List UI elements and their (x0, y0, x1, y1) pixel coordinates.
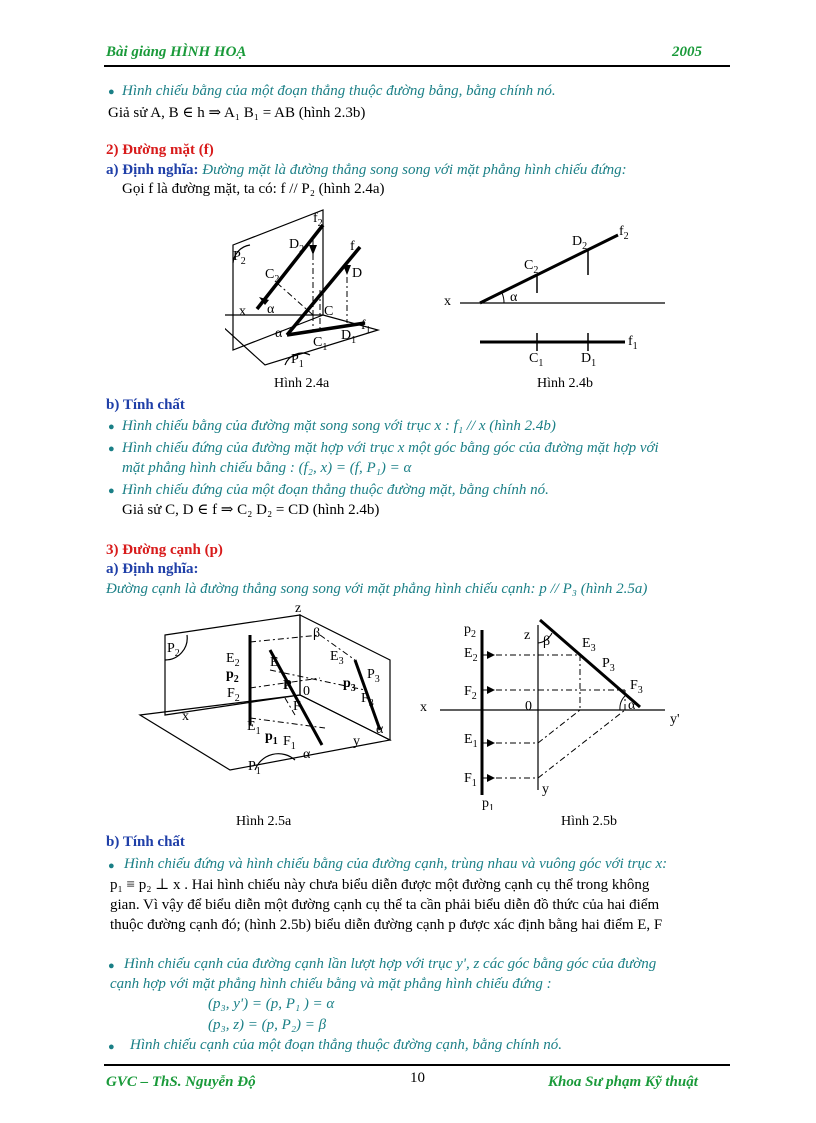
fig25b-zero: 0 (525, 699, 532, 714)
section2-def-label: a) Định nghĩa: (106, 162, 199, 178)
section3-bullet2b: cạnh hợp với mặt phẳng hình chiếu bằng và mặt phẳng hình chiếu đứng : (110, 976, 552, 992)
fig25a-beta: β (313, 626, 321, 641)
section3-bullet1b: p₁ ≡ p₂ ⊥ x . Hai hình chiếu này chưa biểu diễn được một đường cạnh cụ thể trong không (110, 877, 650, 893)
fig24a-alpha2: α (275, 326, 283, 341)
section3-def-text: Đường cạnh là đường thẳng song song với mặt phẳng hình chiếu cạnh: p // P₃ (hình 2.5a) (106, 581, 648, 597)
fig25a-E3: $E_3$ (330, 649, 344, 667)
fig24a-f1: $f_1$ (361, 318, 371, 336)
section3-formula2: (p₃, z) = (p, P₂) = β (208, 1017, 327, 1033)
bullet-dot: ● (108, 860, 115, 872)
figure-2-5a (135, 600, 405, 785)
fig25a-E: E (270, 655, 279, 670)
fig25b-E2: $E_2$ (464, 646, 478, 664)
fig25a-x: x (182, 709, 189, 724)
fig24a-P2: $P_2$ (233, 249, 246, 267)
fig24a-C: C (324, 304, 334, 319)
section2-title: 2) Đường mặt (f) (106, 142, 214, 158)
fig25a-F3: $F_3$ (361, 691, 374, 709)
bullet-dot: ● (108, 86, 115, 98)
section2-bullet3: Hình chiếu đứng của một đoạn thẳng thuộc đường mặt, bằng chính nó. (122, 482, 549, 498)
fig25a-P1: $P_1$ (248, 759, 261, 777)
figure-2-4b (440, 215, 670, 370)
fig25b-beta: β (543, 634, 551, 649)
fig25b-p2: $p_2$ (464, 622, 476, 640)
fig25b-F3: $F_3$ (630, 678, 643, 696)
section2-bullet2b: mặt phẳng hình chiếu bằng : (f₂, x) = (f, P₁) = α (122, 460, 412, 476)
section2-bullet2a: Hình chiếu đứng của đường mặt hợp với trục x một góc bằng góc của đường mặt hợp với (122, 440, 659, 456)
fig25b-p1: $p_1$ (482, 796, 494, 810)
fig25b-y: y (542, 782, 549, 797)
fig24a-C1: $C_1$ (313, 335, 328, 353)
footer-left: GVC – ThS. Nguyễn Độ (106, 1074, 256, 1090)
fig24a-f2: $f_2$ (313, 211, 323, 229)
prev-line: Giả sử A, B ∈ h ⇒ A₁ B₁ = AB (hình 2.3b) (108, 105, 366, 121)
section2-def-text: Đường mặt là đường thẳng song song với mặt phẳng hình chiếu đứng: (198, 162, 627, 178)
fig25a-caption: Hình 2.5a (236, 814, 292, 829)
section2-bullet1: Hình chiếu bằng của đường mặt song song với trục x : f₁ // x (hình 2.4b) (122, 418, 556, 434)
fig24b-caption: Hình 2.4b (537, 376, 593, 391)
fig24b-D2: $D_2$ (572, 234, 588, 252)
figure-2-4a (225, 205, 385, 375)
fig24b-C2: $C_2$ (524, 258, 539, 276)
section2-def (106, 161, 627, 179)
fig24a-x: x (239, 304, 246, 319)
fig24b-C1: $C_1$ (529, 351, 544, 369)
fig25b-F2: $F_2$ (464, 684, 477, 702)
fig25a-p3: $p_3$ (343, 676, 356, 694)
fig25a-p2: $p_2$ (226, 667, 239, 685)
fig25a-alpha2: α (303, 747, 311, 762)
fig24a-f: f (350, 239, 355, 254)
footer-rule (104, 1064, 730, 1066)
fig25a-zero: 0 (303, 684, 310, 699)
fig25b-E3: $E_3$ (582, 636, 596, 654)
fig25a-y: y (353, 734, 360, 749)
fig25b-P3: $P_3$ (602, 656, 615, 674)
section3-bullet1a: Hình chiếu đứng và hình chiếu bằng của đường cạnh, trùng nhau và vuông góc với trục x: (124, 856, 668, 872)
fig24a-D1: $D_1$ (341, 328, 357, 346)
section3-def-label: a) Định nghĩa: (106, 561, 199, 577)
fig24a-C2: $C_2$ (265, 267, 280, 285)
fig25a-F: F (293, 699, 301, 714)
header-rule (104, 65, 730, 67)
fig25b-z: z (524, 628, 531, 643)
footer-page-number: 10 (410, 1070, 425, 1086)
fig25a-P2: $P_2$ (167, 641, 180, 659)
fig25a-F1: $F_1$ (283, 734, 296, 752)
fig25a-E2: $E_2$ (226, 651, 240, 669)
section2-line3: Giả sử C, D ∈ f ⇒ C₂ D₂ = CD (hình 2.4b) (122, 502, 380, 518)
fig25b-yp: y' (670, 712, 680, 727)
header-left: Bài giảng HÌNH HOẠ (106, 44, 247, 60)
fig24b-alpha: α (510, 290, 518, 305)
section3-bullet1c: gian. Vì vậy để biểu diễn một đường cạnh cụ thể ta cần phải biểu diễn đồ thức của hai điểm (110, 897, 660, 913)
header-right: 2005 (672, 44, 702, 60)
fig25a-F2: $F_2$ (227, 686, 240, 704)
section3-title: 3) Đường cạnh (p) (106, 542, 223, 558)
bullet-dot: ● (108, 960, 115, 972)
footer-right: Khoa Sư phạm Kỹ thuật (548, 1074, 698, 1090)
fig25a-alpha1: α (376, 722, 384, 737)
bullet-dot: ● (108, 421, 115, 433)
section3-bullet1d: thuộc đường cạnh đó; (hình 2.5b) biểu diễn đường cạnh p được xác định bằng hai điểm E, F (110, 917, 663, 933)
fig24a-D: D (352, 266, 363, 281)
fig25a-p1: $p_1$ (265, 729, 278, 747)
prev-bullet-text: Hình chiếu bằng của một đoạn thẳng thuộc đường bằng, bằng chính nó. (122, 83, 556, 99)
fig24b-f1: $f_1$ (628, 334, 638, 352)
fig24a-D2: $D_2$ (289, 237, 305, 255)
bullet-dot: ● (108, 485, 115, 497)
fig24a-alpha1: α (267, 302, 275, 317)
section3-formula1: (p₃, y') = (p, P₁ ) = α (208, 996, 335, 1012)
section2-def-line: Gọi f là đường mặt, ta có: f // P₂ (hình 2.4a) (122, 181, 385, 197)
figure-2-5b (420, 615, 695, 810)
fig25a-z: z (295, 601, 302, 616)
fig25a-E1: $E_1$ (247, 719, 261, 737)
fig25a-P: P (283, 678, 292, 693)
fig25b-caption: Hình 2.5b (561, 814, 617, 829)
section2-prop-title: b) Tính chất (106, 397, 185, 413)
fig24a-caption: Hình 2.4a (274, 376, 330, 391)
fig24b-D1: $D_1$ (581, 351, 597, 369)
bullet-dot: ● (108, 1041, 115, 1053)
fig25b-alpha: α (628, 698, 636, 713)
section3-bullet3: Hình chiếu cạnh của một đoạn thẳng thuộc đường cạnh, bằng chính nó. (130, 1037, 562, 1053)
fig25b-F1: $F_1$ (464, 771, 477, 789)
fig25b-E1: $E_1$ (464, 732, 478, 750)
fig25b-x: x (420, 700, 427, 715)
fig24b-x: x (444, 294, 451, 309)
bullet-dot: ● (108, 443, 115, 455)
fig25a-P3: $P_3$ (367, 667, 380, 685)
fig24a-P1: $P_1$ (291, 352, 304, 370)
fig24b-f2: $f_2$ (619, 224, 629, 242)
section3-prop-title: b) Tính chất (106, 834, 185, 850)
section3-bullet2a: Hình chiếu cạnh của đường cạnh lần lượt hợp với trục y', z các góc bằng góc của đường (124, 956, 657, 972)
